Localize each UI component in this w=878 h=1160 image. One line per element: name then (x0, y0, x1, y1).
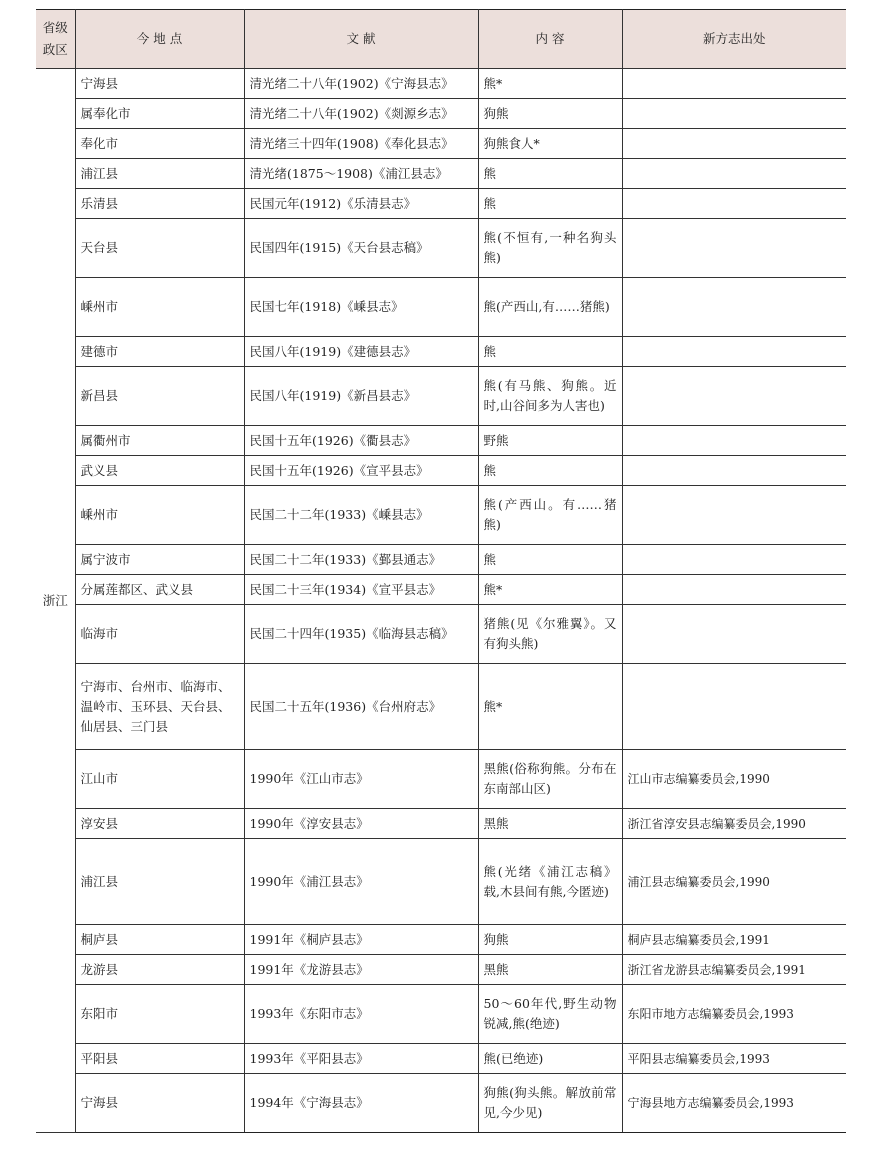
cell-place: 淳安县 (75, 809, 244, 839)
cell-source (622, 69, 846, 99)
cell-place: 临海市 (75, 605, 244, 664)
table-row (36, 159, 846, 189)
cell-lit: 1993年《平阳县志》 (244, 1044, 478, 1074)
table-row (36, 750, 846, 809)
cell-lit: 1993年《东阳市志》 (244, 985, 478, 1044)
cell-place: 宁海县 (75, 1074, 244, 1133)
table-row (36, 99, 846, 129)
cell-content: 熊(产西山,有……猪熊) (478, 278, 622, 337)
cell-place: 建德市 (75, 337, 244, 367)
cell-place: 奉化市 (75, 129, 244, 159)
cell-lit: 民国七年(1918)《嵊县志》 (244, 278, 478, 337)
cell-content: 熊(有马熊、狗熊。近时,山谷间多为人害也) (478, 367, 622, 426)
cell-source: 宁海县地方志编纂委员会,1993 (622, 1074, 846, 1133)
cell-source (622, 99, 846, 129)
cell-place: 天台县 (75, 219, 244, 278)
table-row (36, 1044, 846, 1074)
cell-content: 熊(已绝迹) (478, 1044, 622, 1074)
cell-source: 平阳县志编纂委员会,1993 (622, 1044, 846, 1074)
cell-source: 桐庐县志编纂委员会,1991 (622, 925, 846, 955)
cell-source (622, 426, 846, 456)
cell-lit: 清光绪(1875～1908)《浦江县志》 (244, 159, 478, 189)
cell-source (622, 159, 846, 189)
cell-lit: 清光绪二十八年(1902)《宁海县志》 (244, 69, 478, 99)
table-row (36, 839, 846, 925)
cell-content: 熊 (478, 456, 622, 486)
cell-lit: 民国十五年(1926)《衢县志》 (244, 426, 478, 456)
table-row (36, 809, 846, 839)
cell-lit: 民国元年(1912)《乐清县志》 (244, 189, 478, 219)
table-row (36, 337, 846, 367)
cell-source (622, 545, 846, 575)
cell-content: 熊(光绪《浦江志稿》载,木县间有熊,今匿迹) (478, 839, 622, 925)
cell-place: 江山市 (75, 750, 244, 809)
cell-content: 熊 (478, 545, 622, 575)
cell-lit: 1990年《淳安县志》 (244, 809, 478, 839)
cell-place: 浦江县 (75, 839, 244, 925)
cell-place: 东阳市 (75, 985, 244, 1044)
cell-source (622, 189, 846, 219)
cell-content: 熊(产西山。有……猪熊) (478, 486, 622, 545)
table-row (36, 219, 846, 278)
cell-place: 属衢州市 (75, 426, 244, 456)
cell-lit: 民国二十三年(1934)《宣平县志》 (244, 575, 478, 605)
table-row (36, 545, 846, 575)
province-cell: 浙江 (36, 69, 75, 1133)
cell-content: 狗熊(狗头熊。解放前常见,今少见) (478, 1074, 622, 1133)
header-content: 内 容 (478, 10, 622, 69)
table-row (36, 129, 846, 159)
cell-lit: 1990年《浦江县志》 (244, 839, 478, 925)
cell-place: 乐清县 (75, 189, 244, 219)
cell-source (622, 486, 846, 545)
cell-source (622, 575, 846, 605)
cell-lit: 1991年《龙游县志》 (244, 955, 478, 985)
cell-content: 熊 (478, 189, 622, 219)
cell-source: 浙江省淳安县志编纂委员会,1990 (622, 809, 846, 839)
cell-lit: 1990年《江山市志》 (244, 750, 478, 809)
cell-place: 嵊州市 (75, 486, 244, 545)
cell-lit: 民国八年(1919)《新昌县志》 (244, 367, 478, 426)
cell-source: 浙江省龙游县志编纂委员会,1991 (622, 955, 846, 985)
table-body (36, 69, 846, 1133)
cell-place: 宁海县 (75, 69, 244, 99)
cell-lit: 民国八年(1919)《建德县志》 (244, 337, 478, 367)
cell-lit: 1994年《宁海县志》 (244, 1074, 478, 1133)
table-row (36, 605, 846, 664)
cell-source (622, 278, 846, 337)
cell-place: 属奉化市 (75, 99, 244, 129)
cell-content: 50～60年代,野生动物锐减,熊(绝迹) (478, 985, 622, 1044)
cell-place: 属宁波市 (75, 545, 244, 575)
cell-place: 龙游县 (75, 955, 244, 985)
cell-source (622, 605, 846, 664)
cell-place: 嵊州市 (75, 278, 244, 337)
cell-place: 浦江县 (75, 159, 244, 189)
cell-source (622, 129, 846, 159)
cell-lit: 民国二十二年(1933)《嵊县志》 (244, 486, 478, 545)
table-row (36, 189, 846, 219)
header-source: 新方志出处 (622, 10, 846, 69)
cell-lit: 民国二十五年(1936)《台州府志》 (244, 664, 478, 750)
cell-source (622, 456, 846, 486)
cell-lit: 民国二十四年(1935)《临海县志稿》 (244, 605, 478, 664)
cell-content: 黑熊 (478, 809, 622, 839)
bear-records-table (36, 9, 846, 1133)
table-row (36, 1074, 846, 1133)
cell-content: 狗熊 (478, 99, 622, 129)
cell-content: 熊(不恒有,一种名狗头熊) (478, 219, 622, 278)
table-row (36, 575, 846, 605)
table-row (36, 367, 846, 426)
cell-source: 东阳市地方志编纂委员会,1993 (622, 985, 846, 1044)
cell-place: 桐庐县 (75, 925, 244, 955)
cell-source: 江山市志编纂委员会,1990 (622, 750, 846, 809)
cell-content: 黑熊(俗称狗熊。分布在东南部山区) (478, 750, 622, 809)
cell-lit: 清光绪二十八年(1902)《剡源乡志》 (244, 99, 478, 129)
table-row (36, 955, 846, 985)
cell-source (622, 367, 846, 426)
table-row (36, 278, 846, 337)
cell-place: 武义县 (75, 456, 244, 486)
cell-lit: 1991年《桐庐县志》 (244, 925, 478, 955)
cell-content: 熊* (478, 664, 622, 750)
table-row (36, 985, 846, 1044)
header-province: 省级政区 (36, 10, 75, 69)
table-row (36, 426, 846, 456)
cell-content: 熊* (478, 575, 622, 605)
cell-lit: 清光绪三十四年(1908)《奉化县志》 (244, 129, 478, 159)
table-row (36, 486, 846, 545)
cell-source (622, 337, 846, 367)
cell-lit: 民国四年(1915)《天台县志稿》 (244, 219, 478, 278)
cell-content: 熊 (478, 337, 622, 367)
cell-place: 平阳县 (75, 1044, 244, 1074)
table-row (36, 456, 846, 486)
cell-lit: 民国十五年(1926)《宣平县志》 (244, 456, 478, 486)
header-literature: 文 献 (244, 10, 478, 69)
cell-source (622, 219, 846, 278)
cell-source (622, 664, 846, 750)
cell-content: 熊* (478, 69, 622, 99)
cell-content: 熊 (478, 159, 622, 189)
cell-source: 浦江县志编纂委员会,1990 (622, 839, 846, 925)
table-row (36, 925, 846, 955)
table-header-row (36, 10, 846, 69)
table-row (36, 664, 846, 750)
cell-content: 黑熊 (478, 955, 622, 985)
cell-place: 分属莲都区、武义县 (75, 575, 244, 605)
header-place: 今 地 点 (75, 10, 244, 69)
cell-lit: 民国二十二年(1933)《鄞县通志》 (244, 545, 478, 575)
cell-content: 狗熊 (478, 925, 622, 955)
cell-content: 野熊 (478, 426, 622, 456)
cell-place: 宁海市、台州市、临海市、温岭市、玉环县、天台县、仙居县、三门县 (75, 664, 244, 750)
cell-content: 狗熊食人* (478, 129, 622, 159)
cell-place: 新昌县 (75, 367, 244, 426)
cell-content: 猪熊(见《尔雅翼》。又有狗头熊) (478, 605, 622, 664)
table-row (36, 69, 846, 99)
